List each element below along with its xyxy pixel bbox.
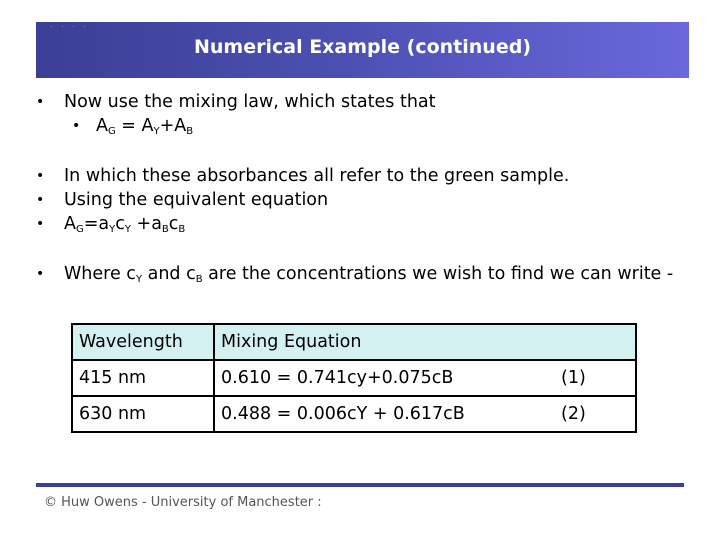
formula-part: A bbox=[96, 116, 108, 136]
where-subscript: Y bbox=[135, 274, 143, 285]
header-mixing-equation: Mixing Equation bbox=[214, 324, 555, 360]
bullet-green-sample bbox=[36, 164, 696, 188]
where-part: and c bbox=[142, 264, 196, 284]
title-decoration: . . . . bbox=[50, 20, 89, 29]
equation-part: c bbox=[115, 214, 125, 234]
bullet-list bbox=[36, 90, 696, 292]
equation-part: c bbox=[168, 214, 179, 234]
slide-title: Numerical Example (continued) bbox=[193, 36, 532, 58]
bullet-where bbox=[36, 262, 696, 292]
where-subscript: B bbox=[195, 274, 203, 285]
equation-part: =a bbox=[83, 214, 110, 234]
bullet-equivalent bbox=[36, 188, 696, 212]
title-bar bbox=[36, 22, 689, 78]
bullet-text: Now use the mixing law, which states that bbox=[64, 92, 436, 112]
table-row bbox=[72, 360, 636, 396]
formula-part: = A bbox=[115, 116, 154, 136]
cell-number: (1) bbox=[555, 360, 636, 396]
equation-subscript: B bbox=[161, 224, 169, 235]
equation-subscript: Y bbox=[109, 224, 116, 235]
formula-part: +A bbox=[159, 116, 187, 136]
bullet-text: In which these absorbances all refer to the green sample. bbox=[64, 166, 570, 186]
bullet-mixing-law bbox=[36, 90, 696, 114]
footer-credit: © Huw Owens - University of Manchester : bbox=[44, 495, 322, 510]
table-header-row bbox=[72, 324, 636, 360]
header-number bbox=[555, 324, 636, 360]
bullet-text: Using the equivalent equation bbox=[64, 190, 329, 210]
table-row bbox=[72, 396, 636, 432]
formula-subscript: B bbox=[186, 126, 194, 137]
mixing-equation-table bbox=[71, 323, 637, 433]
cell-equation: 0.488 = 0.006cY + 0.617cB bbox=[214, 396, 555, 432]
equation-part: A bbox=[64, 214, 76, 234]
formula-subscript: G bbox=[107, 126, 116, 137]
cell-wavelength: 415 nm bbox=[72, 360, 214, 396]
where-part: Where c bbox=[64, 264, 136, 284]
footer-divider bbox=[36, 483, 684, 487]
equation-subscript: G bbox=[75, 224, 84, 235]
equation-part: +a bbox=[130, 214, 162, 234]
header-wavelength: Wavelength bbox=[72, 324, 214, 360]
cell-number: (2) bbox=[555, 396, 636, 432]
bullet-equation bbox=[36, 212, 696, 242]
equation-subscript: B bbox=[178, 224, 186, 235]
equation-subscript: Y bbox=[124, 224, 131, 235]
bullet-mixing-formula bbox=[36, 114, 696, 144]
formula-subscript: Y bbox=[153, 126, 160, 137]
cell-wavelength: 630 nm bbox=[72, 396, 214, 432]
cell-equation: 0.610 = 0.741cy+0.075cB bbox=[214, 360, 555, 396]
where-part: are the concentrations we wish to find we can write - bbox=[202, 264, 674, 284]
